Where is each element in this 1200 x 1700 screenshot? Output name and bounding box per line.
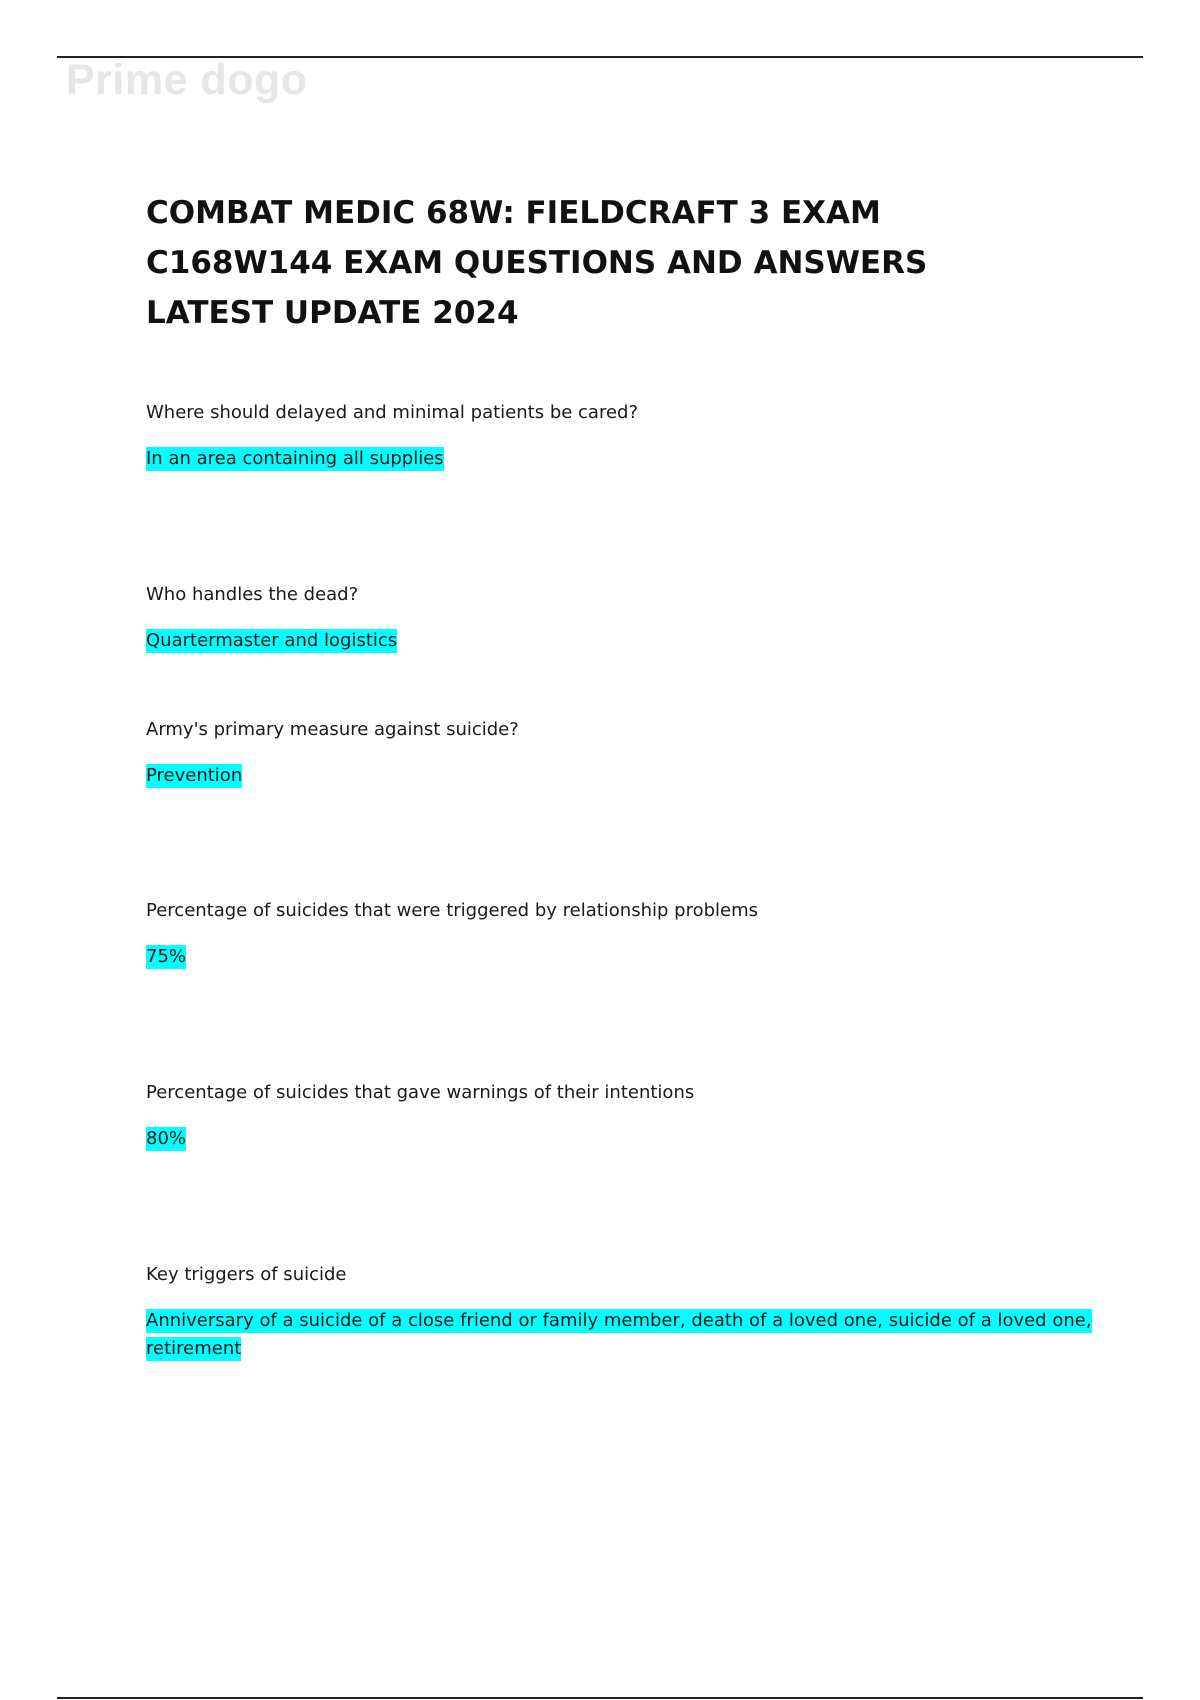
- question-text: Percentage of suicides that were triggered by relationship problems: [146, 900, 758, 921]
- question-text: Where should delayed and minimal patients be cared?: [146, 402, 639, 423]
- answer-text: [146, 627, 1106, 655]
- answer-highlight: Quartermaster and logistics: [146, 630, 398, 651]
- title-line-2: C168W144 EXAM QUESTIONS AND ANSWERS: [146, 245, 928, 281]
- qa-item: [146, 1081, 1106, 1153]
- answer-text: [146, 762, 1106, 790]
- question-text: Who handles the dead?: [146, 584, 359, 605]
- qa-item: [146, 718, 1106, 790]
- title-line-1: COMBAT MEDIC 68W: FIELDCRAFT 3 EXAM: [146, 195, 881, 231]
- answer-text: [146, 1307, 1106, 1363]
- qa-item: [146, 401, 1106, 473]
- answer-highlight: Anniversary of a suicide of a close friend or family member, death of a loved one, suicide of a loved one, retirement: [146, 1310, 1092, 1359]
- question-text: Army's primary measure against suicide?: [146, 719, 519, 740]
- answer-text: [146, 1125, 1106, 1153]
- question-text: Key triggers of suicide: [146, 1264, 347, 1285]
- qa-item: [146, 1263, 1106, 1363]
- answer-text: [146, 943, 1106, 971]
- qa-item: [146, 583, 1106, 655]
- bottom-rule: [57, 1697, 1143, 1699]
- answer-highlight: 80%: [146, 1128, 187, 1149]
- answer-highlight: 75%: [146, 946, 187, 967]
- qa-item: [146, 899, 1106, 971]
- title-line-3: LATEST UPDATE 2024: [146, 295, 519, 331]
- answer-highlight: Prevention: [146, 765, 243, 786]
- answer-highlight: In an area containing all supplies: [146, 448, 444, 469]
- watermark-logo: Prime dogo: [66, 56, 308, 104]
- question-text: Percentage of suicides that gave warnings of their intentions: [146, 1082, 695, 1103]
- document-title: [146, 188, 1106, 338]
- answer-text: [146, 445, 1106, 473]
